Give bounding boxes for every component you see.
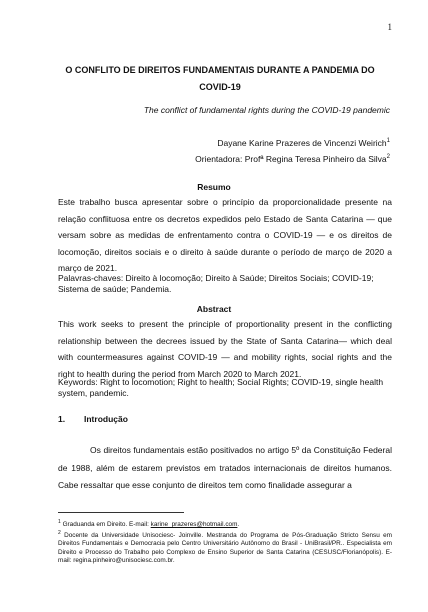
- advisor-footnote-mark: 2: [386, 153, 390, 160]
- section-number: 1.: [58, 414, 66, 424]
- resumo-heading: Resumo: [197, 182, 231, 192]
- introduction-text: Os direitos fundamentais estão positivados no artigo 5º da Constituição Federal de 1988, além de estarem previstos em tratados internacionais de direitos humanos. Cabe ressaltar que esse conjunto de direitos tem como finalidade assegurar a: [58, 445, 392, 490]
- footnote-1-tail: .: [237, 521, 240, 529]
- footnote-1-email-link[interactable]: karine_prazeres@hotmail.com: [150, 521, 238, 529]
- advisor-name: Orientadora: Profª Regina Teresa Pinheiro da Silva: [195, 153, 387, 164]
- footnote-2: [58, 529, 392, 565]
- author-line: [195, 134, 390, 150]
- introduction-heading: [58, 414, 128, 424]
- introduction-body: [58, 442, 392, 495]
- author-footnote-mark: 1: [386, 138, 390, 144]
- footnote-1-text: Graduanda em Direito. E-mail:: [62, 521, 151, 529]
- abstract-keywords: Keywords: Right to locomotion; Right to health; Social Rights; COVID-19, single health system, pandemic.: [58, 377, 384, 398]
- section-title: Introdução: [84, 414, 128, 424]
- abstract-body: This work seeks to present the principle of proportionality present in the conflicting relationship between the decrees issued by the State of Santa Catarina— which deal with countermeasures against COVID-19 — and mobility rights, social rights and the right to health during the period from March 2020 to March 2021.: [58, 319, 392, 379]
- footnote-1: [58, 518, 392, 529]
- resumo-keywords: Palavras-chaves: Direito à locomoção; Direito à Saúde; Direitos Sociais; COVID-19; Sistema de saúde; Pandemia.: [58, 273, 374, 294]
- footnote-separator: [58, 512, 184, 513]
- footnote-2-text: Docente da Universidade Unisociesc- Joinville. Mestranda do Programa de Pós-Graduação Stricto Sensu em Direitos Fundamentais e Democracia pelo Centro Universitário Autônomo do Brasil - UniBrasil/PR.. Especialista em Direito e Processo do Trabalho pelo Complexo de Ensino Superior de Santa Catarina (CESUSC/Florianópolis). E-mail: regina.pinheiro@unisociesc.com.br.: [58, 532, 393, 565]
- author-block: [195, 134, 390, 166]
- author-name: Dayane Karine Prazeres de Vincenzi Weirich: [217, 137, 387, 148]
- footnote-2-mark: 2: [58, 530, 61, 536]
- page-number: 1: [387, 22, 392, 32]
- advisor-line: [195, 150, 390, 166]
- abstract-heading: Abstract: [196, 304, 232, 314]
- resumo-body: Este trabalho busca apresentar sobre o princípio da proporcionalidade presente na relação conflituosa entre os decretos expedidos pelo Estado de Santa Catarina — que versam sobre as medidas de enfrentamento contra o COVID-19 — e os direitos de locomoção, direitos sociais e o direito à saúde durante o período de março de 2020 a março de 2021.: [58, 197, 392, 273]
- english-subtitle: The conflict of fundamental rights during the COVID-19 pandemic: [143, 105, 390, 115]
- footnote-1-mark: 1: [58, 519, 61, 525]
- paper-title: O CONFLITO DE DIREITOS FUNDAMENTAIS DURANTE A PANDEMIA DO COVID-19: [65, 65, 375, 92]
